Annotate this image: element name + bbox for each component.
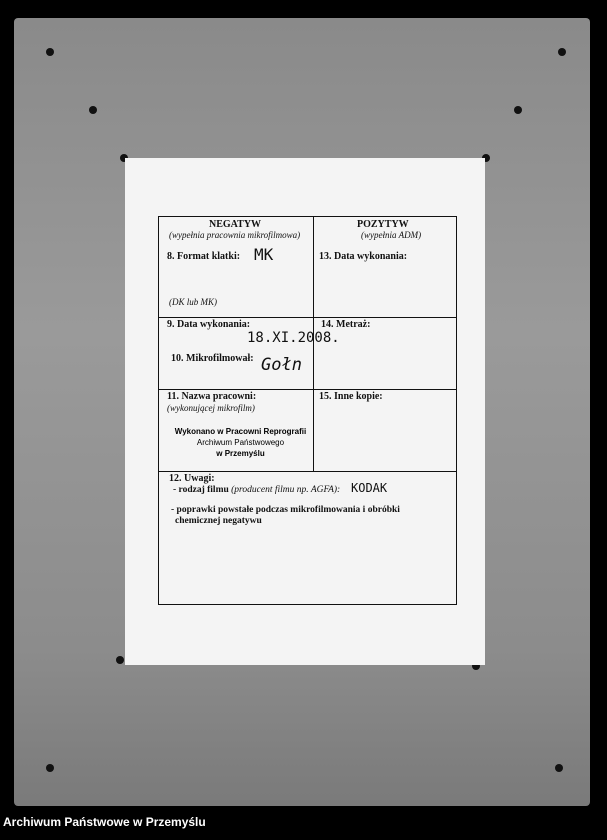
stamp-line: Wykonano w Pracowni Reprografii xyxy=(174,427,307,436)
format-label: 8. Format klatki: xyxy=(167,251,241,262)
pin-hole xyxy=(46,48,54,56)
copies-label: 15. Inne kopie: xyxy=(319,391,383,402)
length-label: 14. Metraż: xyxy=(321,319,371,330)
format-hint: (DK lub MK) xyxy=(169,297,217,307)
date-value: 18.XI.2008. xyxy=(247,330,340,346)
corrections-line2: chemicznej negatywu xyxy=(175,516,262,526)
pin-hole xyxy=(89,106,97,114)
pin-hole xyxy=(558,48,566,56)
pozytyw-subtitle: (wypełnia ADM) xyxy=(361,230,422,240)
film-type-value: KODAK xyxy=(351,481,388,495)
pozytyw-title: POZYTYW xyxy=(357,219,409,230)
format-value: MK xyxy=(254,245,274,264)
pin-hole xyxy=(555,764,563,772)
lab-stamp xyxy=(168,426,313,459)
negatyw-subtitle: (wypełnia pracownia mikrofilmowa) xyxy=(169,230,301,240)
lab-label: 11. Nazwa pracowni: xyxy=(167,391,257,402)
film-type-label: - rodzaj filmu xyxy=(173,485,229,495)
archive-caption: Archiwum Państwowe w Przemyślu xyxy=(3,815,206,829)
date13-label: 13. Data wykonania: xyxy=(319,251,408,262)
notes-label: 12. Uwagi: xyxy=(169,473,215,484)
film-type-hint: (producent filmu np. AGFA): xyxy=(231,485,341,495)
negatyw-title: NEGATYW xyxy=(209,219,262,230)
pin-hole xyxy=(116,656,124,664)
operator-label: 10. Mikrofilmował: xyxy=(171,353,254,364)
operator-signature: Gołn xyxy=(261,355,302,375)
stamp-line: w Przemyślu xyxy=(216,449,265,458)
pin-hole xyxy=(514,106,522,114)
stamp-line: Archiwum Państwowego xyxy=(196,438,285,447)
microfilm-form xyxy=(158,216,457,605)
corrections-line1: - poprawki powstałe podczas mikrofilmowania i obróbki xyxy=(171,505,400,515)
lab-hint: (wykonującej mikrofilm) xyxy=(167,403,255,413)
pin-hole xyxy=(46,764,54,772)
date-label: 9. Data wykonania: xyxy=(167,319,251,330)
